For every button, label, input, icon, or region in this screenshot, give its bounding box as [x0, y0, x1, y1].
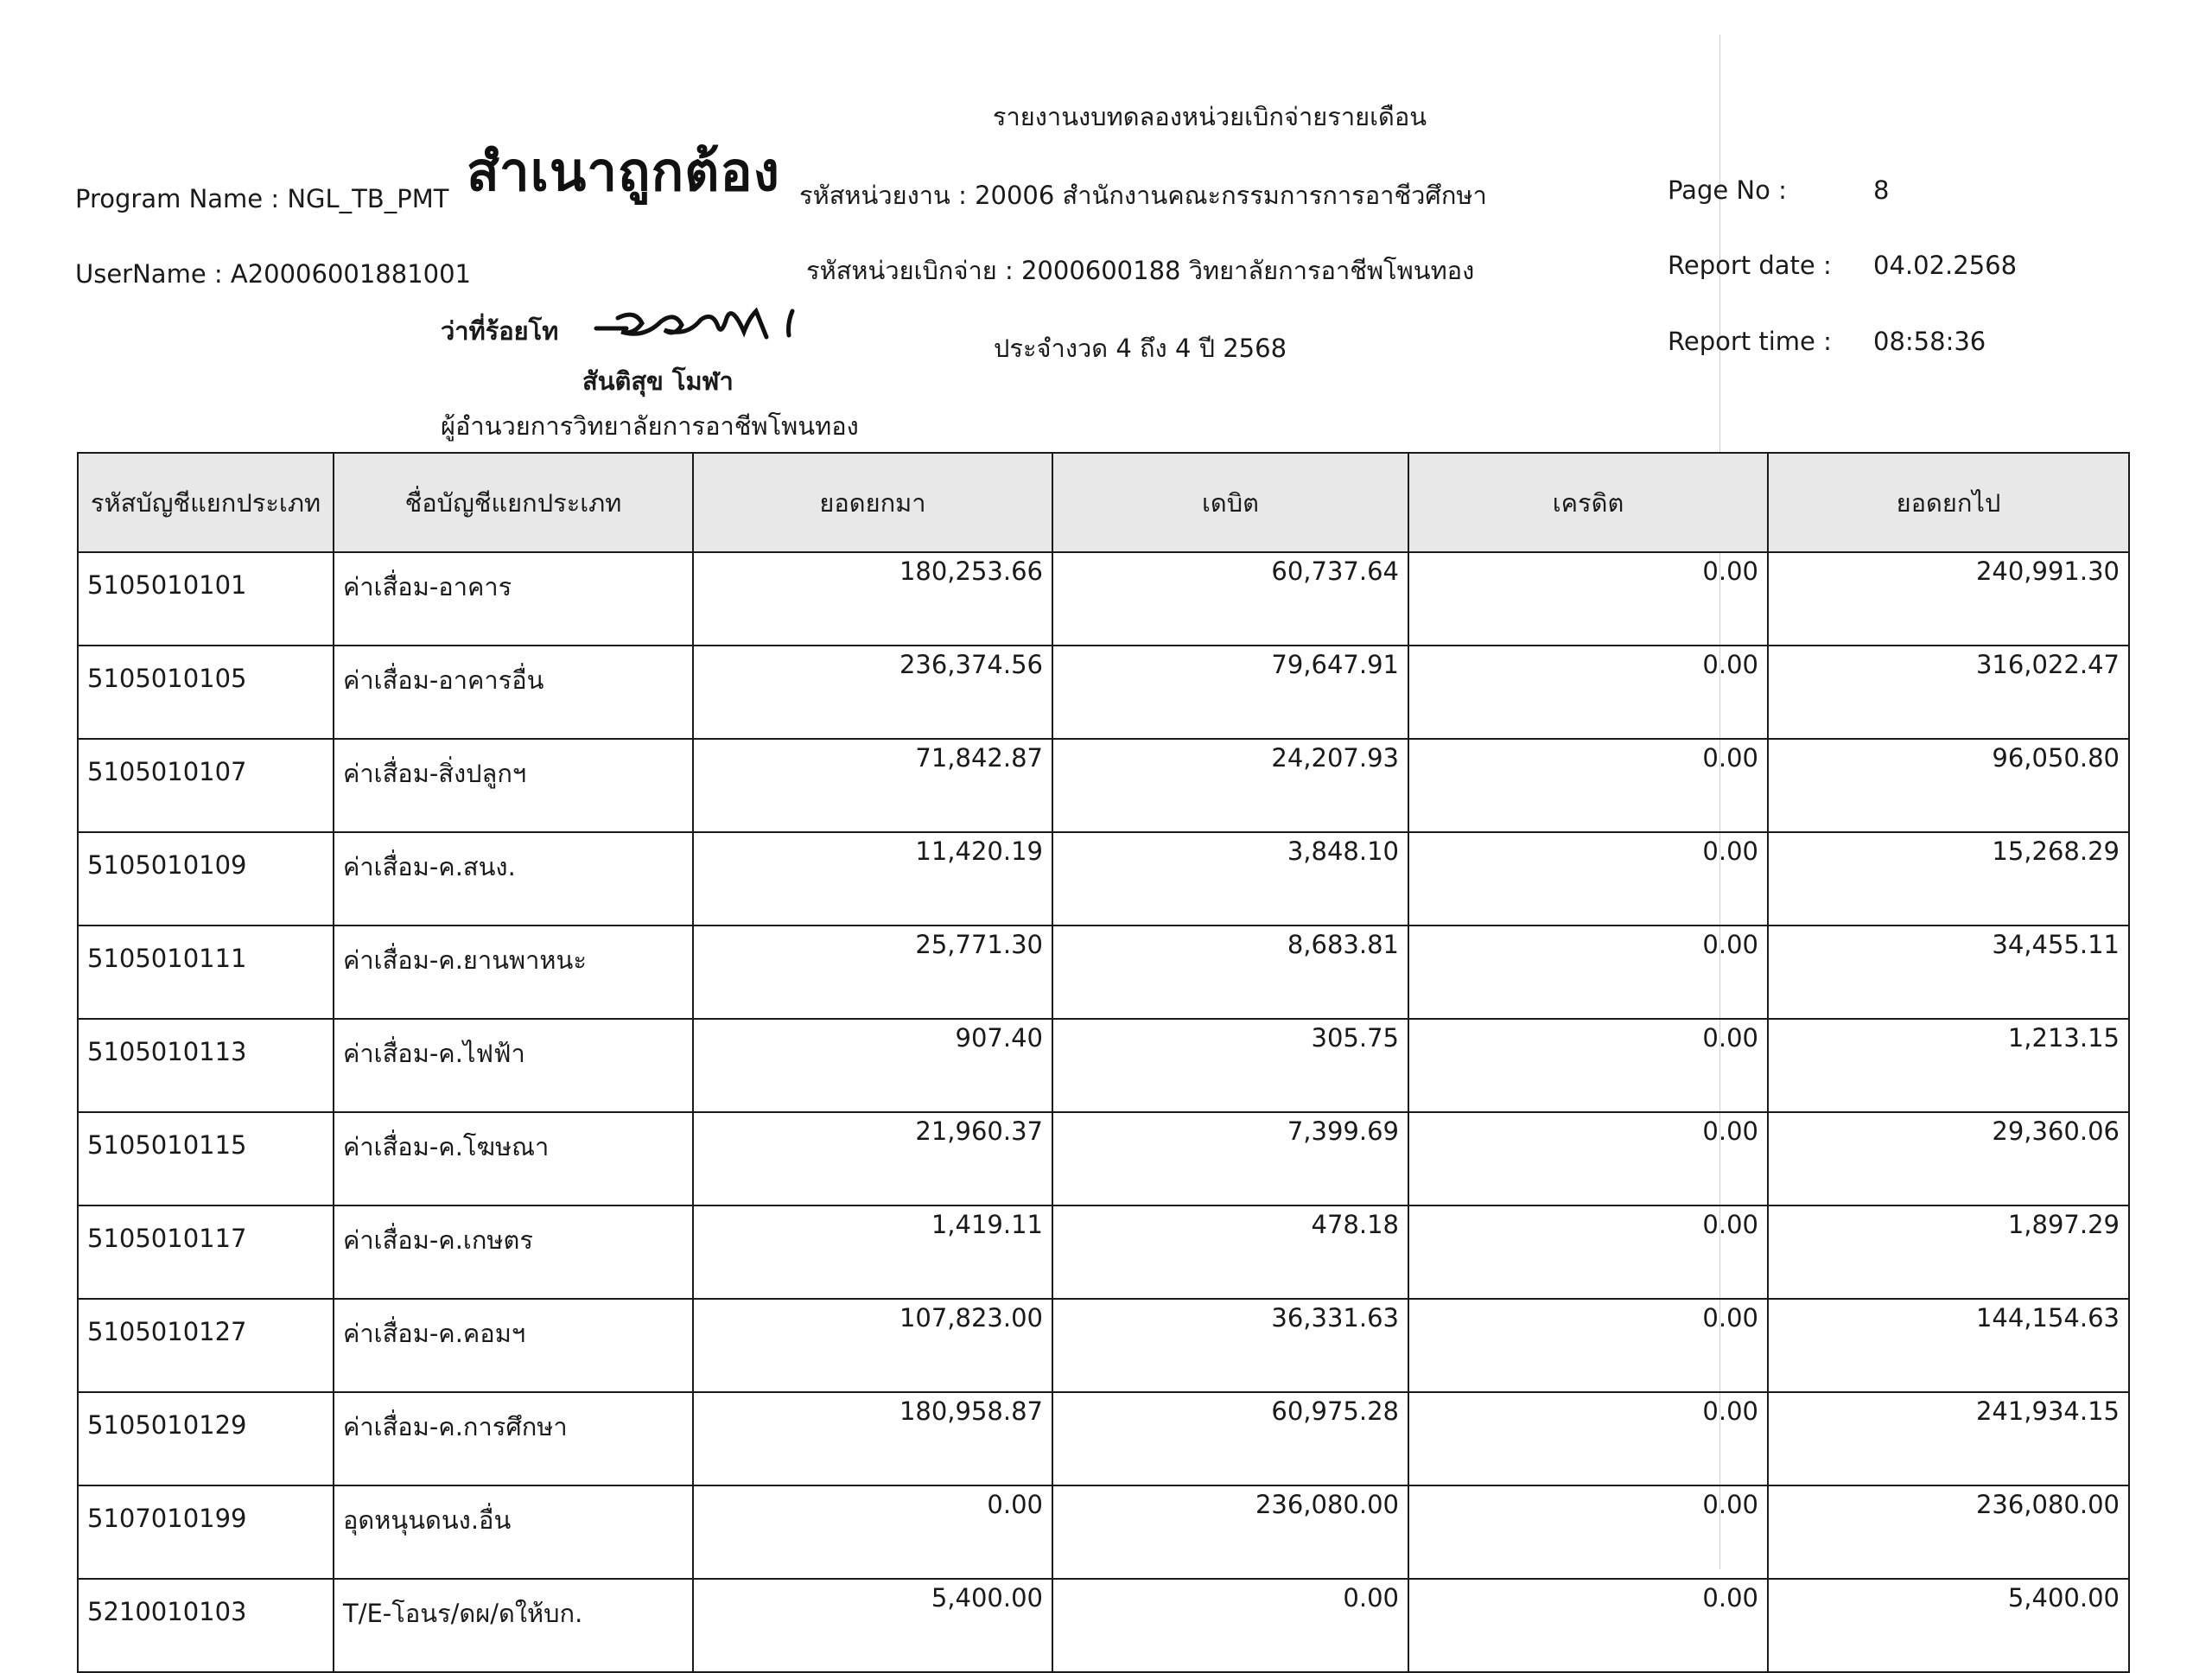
header-credit: เครดิต [1408, 453, 1768, 552]
cell-credit: 0.00 [1408, 552, 1768, 646]
cell-carried-forward: 240,991.30 [1768, 552, 2129, 646]
report-date: 04.02.2568 [1873, 251, 2018, 280]
header-carried-forward: ยอดยกไป [1768, 453, 2129, 552]
cell-carried-forward: 29,360.06 [1768, 1112, 2129, 1205]
cell-account-name: ค่าเสื่อม-ค.สนง. [334, 832, 693, 926]
cell-carried-forward: 5,400.00 [1768, 1579, 2129, 1672]
signer-name: สันติสุข โมฬา [582, 366, 734, 396]
signature-icon [592, 292, 817, 353]
cell-carried-forward: 96,050.80 [1768, 739, 2129, 832]
table-row [78, 1579, 2129, 1672]
cell-account-name: ค่าเสื่อม-ค.เกษตร [334, 1205, 693, 1299]
table-row [78, 1112, 2129, 1205]
cell-credit: 0.00 [1408, 1112, 1768, 1205]
cell-account-code: 5210010103 [78, 1579, 334, 1672]
cell-credit: 0.00 [1408, 1485, 1768, 1579]
table-row [78, 926, 2129, 1019]
cell-brought-forward: 907.40 [693, 1019, 1052, 1112]
cell-carried-forward: 241,934.15 [1768, 1392, 2129, 1485]
cell-credit: 0.00 [1408, 1019, 1768, 1112]
table-row [78, 1485, 2129, 1579]
report-time-label: Report time : [1668, 327, 1832, 356]
cell-brought-forward: 180,253.66 [693, 552, 1052, 646]
cell-credit: 0.00 [1408, 926, 1768, 1019]
cell-carried-forward: 1,213.15 [1768, 1019, 2129, 1112]
cell-brought-forward: 25,771.30 [693, 926, 1052, 1019]
page-no: 8 [1873, 175, 1890, 205]
period: ประจำงวด 4 ถึง 4 ปี 2568 [994, 334, 1287, 363]
signer-rank: ว่าที่ร้อยโท [441, 316, 559, 346]
cell-account-name: ค่าเสื่อม-ค.การศึกษา [334, 1392, 693, 1485]
table-row [78, 1019, 2129, 1112]
cell-debit: 24,207.93 [1052, 739, 1408, 832]
cell-debit: 236,080.00 [1052, 1485, 1408, 1579]
cell-brought-forward: 107,823.00 [693, 1299, 1052, 1392]
cell-carried-forward: 15,268.29 [1768, 832, 2129, 926]
cell-account-code: 5105010127 [78, 1299, 334, 1392]
table-row [78, 832, 2129, 926]
cell-brought-forward: 21,960.37 [693, 1112, 1052, 1205]
cell-carried-forward: 1,897.29 [1768, 1205, 2129, 1299]
table-row [78, 1392, 2129, 1485]
cell-debit: 478.18 [1052, 1205, 1408, 1299]
cell-account-name: ค่าเสื่อม-ค.โฆษณา [334, 1112, 693, 1205]
cell-account-code: 5105010111 [78, 926, 334, 1019]
cell-credit: 0.00 [1408, 1205, 1768, 1299]
username: UserName : A20006001881001 [75, 259, 472, 289]
table-row [78, 646, 2129, 739]
cell-credit: 0.00 [1408, 739, 1768, 832]
signer-position: ผู้อำนวยการวิทยาลัยการอาชีพโพนทอง [441, 411, 859, 441]
cell-carried-forward: 144,154.63 [1768, 1299, 2129, 1392]
report-date-label: Report date : [1668, 251, 1832, 280]
disbursing-unit: รหัสหน่วยเบิกจ่าย : 2000600188 วิทยาลัยการอาชีพโพนทอง [806, 256, 1475, 285]
cell-credit: 0.00 [1408, 646, 1768, 739]
program-name: Program Name : NGL_TB_PMT [75, 184, 449, 213]
cell-carried-forward: 316,022.47 [1768, 646, 2129, 739]
cell-account-name: ค่าเสื่อม-ค.ยานพาหนะ [334, 926, 693, 1019]
cell-debit: 79,647.91 [1052, 646, 1408, 739]
cell-brought-forward: 236,374.56 [693, 646, 1052, 739]
cell-account-code: 5105010101 [78, 552, 334, 646]
table-row [78, 1299, 2129, 1392]
header-debit: เดบิต [1052, 453, 1408, 552]
page-no-label: Page No : [1668, 175, 1787, 205]
cell-brought-forward: 5,400.00 [693, 1579, 1052, 1672]
report-title: รายงานงบทดลองหน่วยเบิกจ่ายรายเดือน [992, 102, 1427, 131]
cell-account-code: 5105010115 [78, 1112, 334, 1205]
cell-credit: 0.00 [1408, 1299, 1768, 1392]
table-row [78, 739, 2129, 832]
cell-brought-forward: 71,842.87 [693, 739, 1052, 832]
cell-account-code: 5105010107 [78, 739, 334, 832]
cell-debit: 8,683.81 [1052, 926, 1408, 1019]
cell-brought-forward: 1,419.11 [693, 1205, 1052, 1299]
cell-account-code: 5105010129 [78, 1392, 334, 1485]
cell-account-name: อุดหนุนดนง.อื่น [334, 1485, 693, 1579]
cell-debit: 3,848.10 [1052, 832, 1408, 926]
cell-credit: 0.00 [1408, 832, 1768, 926]
cell-credit: 0.00 [1408, 1579, 1768, 1672]
cell-account-code: 5105010105 [78, 646, 334, 739]
agency-code: รหัสหน่วยงาน : 20006 สำนักงานคณะกรรมการการอาชีวศึกษา [799, 181, 1487, 210]
cell-carried-forward: 236,080.00 [1768, 1485, 2129, 1579]
cell-account-code: 5107010199 [78, 1485, 334, 1579]
cell-account-name: ค่าเสื่อม-ค.คอมฯ [334, 1299, 693, 1392]
cell-brought-forward: 180,958.87 [693, 1392, 1052, 1485]
cell-account-name: T/E-โอนร/ดผ/ดให้บก. [334, 1579, 693, 1672]
trial-balance-table [77, 452, 2130, 1673]
cell-account-name: ค่าเสื่อม-อาคาร [334, 552, 693, 646]
cell-account-code: 5105010117 [78, 1205, 334, 1299]
cell-debit: 305.75 [1052, 1019, 1408, 1112]
cell-account-code: 5105010109 [78, 832, 334, 926]
table-row [78, 552, 2129, 646]
cell-account-name: ค่าเสื่อม-สิ่งปลูกฯ [334, 739, 693, 832]
table-row [78, 1205, 2129, 1299]
cell-account-name: ค่าเสื่อม-ค.ไฟฟ้า [334, 1019, 693, 1112]
certified-copy-stamp: สำเนาถูกต้อง [467, 140, 780, 203]
cell-debit: 60,737.64 [1052, 552, 1408, 646]
header-account-code: รหัสบัญชีแยกประเภท [78, 453, 334, 552]
cell-brought-forward: 0.00 [693, 1485, 1052, 1579]
cell-credit: 0.00 [1408, 1392, 1768, 1485]
cell-debit: 0.00 [1052, 1579, 1408, 1672]
cell-debit: 60,975.28 [1052, 1392, 1408, 1485]
cell-debit: 7,399.69 [1052, 1112, 1408, 1205]
table-header-row [78, 453, 2129, 552]
cell-account-name: ค่าเสื่อม-อาคารอื่น [334, 646, 693, 739]
cell-brought-forward: 11,420.19 [693, 832, 1052, 926]
cell-carried-forward: 34,455.11 [1768, 926, 2129, 1019]
cell-debit: 36,331.63 [1052, 1299, 1408, 1392]
handwritten-signature [592, 292, 817, 363]
cell-account-code: 5105010113 [78, 1019, 334, 1112]
header-account-name: ชื่อบัญชีแยกประเภท [334, 453, 693, 552]
header-brought-forward: ยอดยกมา [693, 453, 1052, 552]
report-time: 08:58:36 [1873, 327, 1986, 356]
